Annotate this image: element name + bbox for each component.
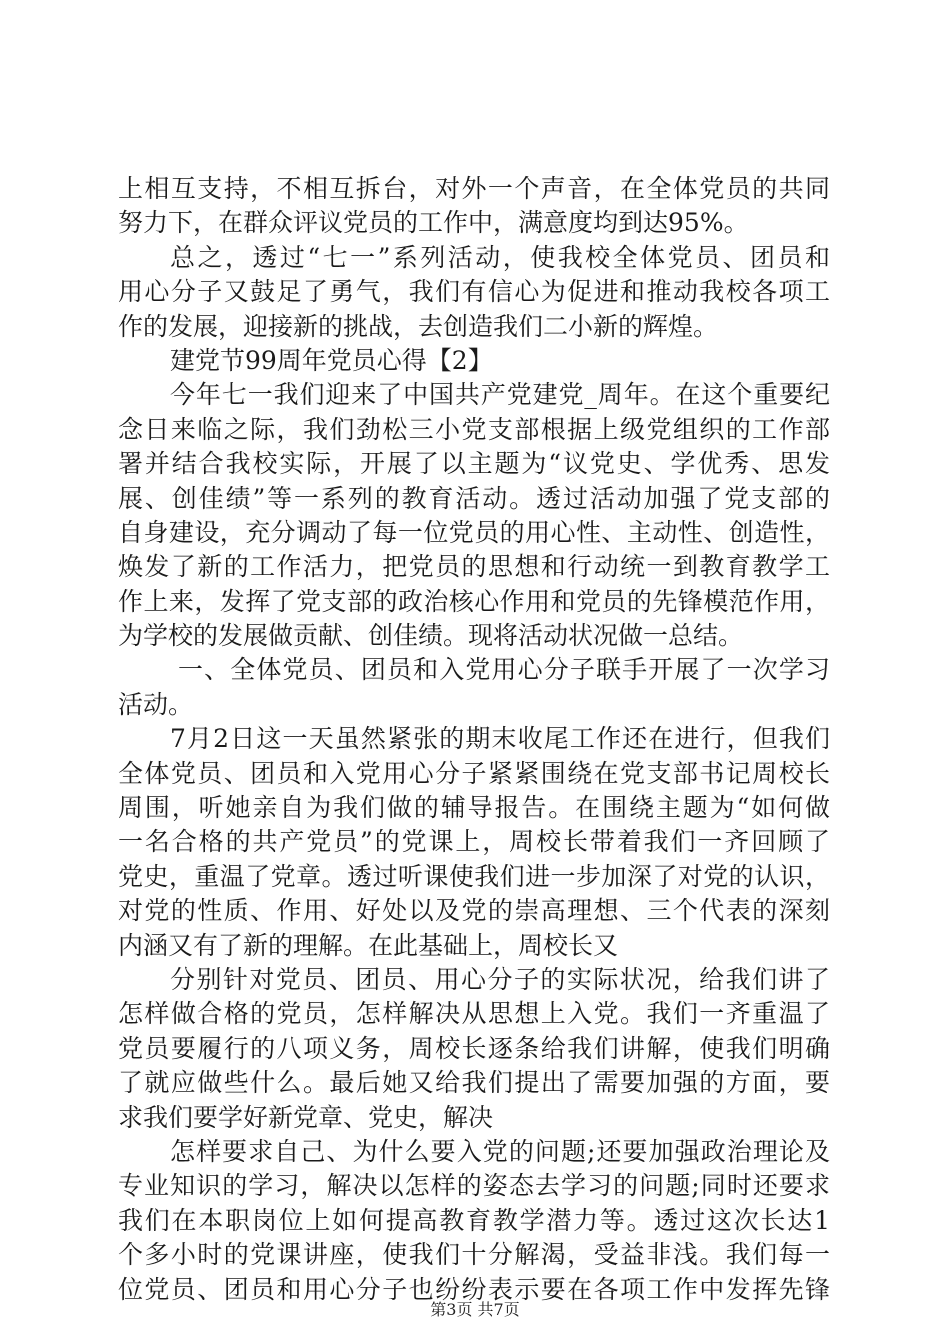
text-line: 为学校的发展做贡献、创佳绩。现将活动状况做一总结。 [118, 621, 744, 651]
text-line: 署并结合我校实际，开展了以主题为“议党史、学优秀、思发 [118, 449, 830, 479]
document-body [118, 172, 830, 1307]
text-line: 总之，透过“七一”系列活动，使我校全体党员、团员和 [170, 242, 830, 272]
text-line: 焕发了新的工作活力，把党员的思想和行动统一到教育教学工 [118, 552, 830, 582]
text-line: 上相互支持，不相互拆台，对外一个声音，在全体党员的共同 [118, 174, 830, 203]
paragraph [118, 172, 830, 241]
text-line: 活动。 [118, 689, 194, 719]
text-line: 怎样做合格的党员，怎样解决从思想上入党。我们一齐重温了 [118, 999, 830, 1029]
page-number-label: 第3页 共7页 [430, 1300, 520, 1319]
text-line: 展、创佳绩”等一系列的教育活动。透过活动加强了党支部的 [118, 483, 830, 513]
text-line: 对党的性质、作用、好处以及党的崇高理想、三个代表的深刻 [118, 896, 830, 926]
text-line: 一名合格的共产党员”的党课上，周校长带着我们一齐回顾了 [118, 827, 830, 857]
paragraph [118, 722, 830, 963]
paragraph [118, 653, 830, 722]
text-line: 周围，听她亲自为我们做的辅导报告。在围绕主题为“如何做 [118, 793, 830, 823]
text-line: 自身建设，充分调动了每一位党员的用心性、主动性、创造性， [118, 517, 830, 547]
text-line: 我们在本职岗位上如何提高教育教学潜力等。透过这次长达1 [118, 1205, 830, 1235]
text-line: 分别针对党员、团员、用心分子的实际状况，给我们讲了 [170, 964, 830, 994]
paragraph [118, 241, 830, 344]
text-line: 今年七一我们迎来了中国共产党建党_周年。在这个重要纪 [170, 380, 830, 410]
text-line: 了就应做些什么。最后她又给我们提出了需要加强的方面，要 [118, 1068, 830, 1098]
text-line: 位党员、团员和用心分子也纷纷表示要在各项工作中发挥先锋 [118, 1274, 830, 1304]
text-line: 7月2日这一天虽然紧张的期末收尾工作还在进行，但我们 [170, 724, 830, 754]
text-line: 党史，重温了党章。透过听课使我们进一步加深了对党的认识， [118, 861, 830, 891]
text-line: 专业知识的学习，解决以怎样的姿态去学习的问题;同时还要求 [118, 1171, 830, 1201]
text-line: 内涵又有了新的理解。在此基础上，周校长又 [118, 930, 619, 960]
text-line: 怎样要求自己、为什么要入党的问题;还要加强政治理论及 [170, 1136, 830, 1166]
text-line: 一、全体党员、团员和入党用心分子联手开展了一次学习 [178, 655, 830, 685]
text-line: 建党节99周年党员心得【2】 [170, 345, 493, 375]
paragraph [118, 963, 830, 1135]
text-line: 全体党员、团员和入党用心分子紧紧围绕在党支部书记周校长 [118, 758, 830, 788]
paragraph [118, 1135, 830, 1307]
section-heading [118, 344, 830, 378]
text-line: 个多小时的党课讲座，使我们十分解渴，受益非浅。我们每一 [118, 1240, 830, 1270]
paragraph [118, 378, 830, 653]
text-line: 念日来临之际，我们劲松三小党支部根据上级党组织的工作部 [118, 414, 830, 444]
text-line: 党员要履行的八项义务，周校长逐条给我们讲解，使我们明确 [118, 1033, 830, 1063]
text-line: 努力下，在群众评议党员的工作中，满意度均到达95%。 [118, 208, 749, 238]
text-line: 作的发展，迎接新的挑战，去创造我们二小新的辉煌。 [118, 311, 719, 341]
text-line: 用心分子又鼓足了勇气，我们有信心为促进和推动我校各项工 [118, 277, 830, 307]
text-line: 求我们要学好新党章、党史，解决 [118, 1102, 494, 1132]
text-line: 作上来，发挥了党支部的政治核心作用和党员的先锋模范作用， [118, 586, 830, 616]
page-footer [0, 1300, 950, 1320]
